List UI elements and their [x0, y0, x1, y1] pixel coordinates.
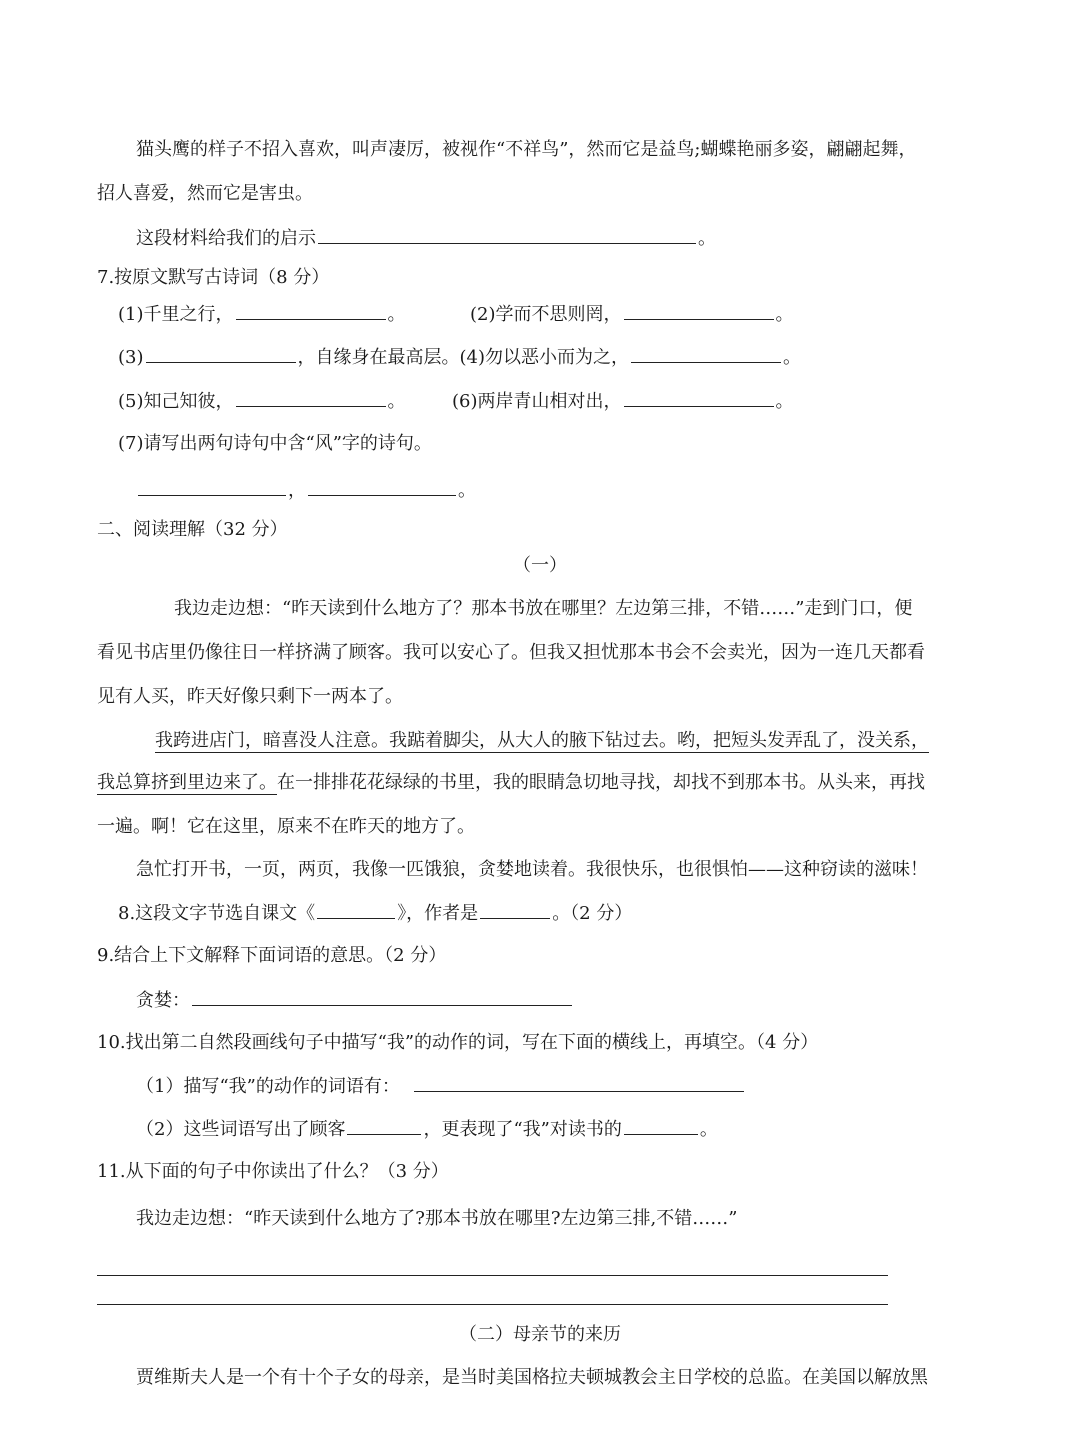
- passage-line: 猫头鹰的样子不招入喜欢，叫声凄厉，被视作“不祥鸟”，然而它是益鸟;蝴蝶艳丽多姿，翩翩起舞，: [136, 139, 917, 160]
- question-10-item-2: [136, 1116, 718, 1143]
- question-9-answer: [136, 987, 574, 1014]
- passage-line: 我边走边想：“昨天读到什么地方了？那本书放在哪里？左边第三排，不错……”走到门口，便: [174, 598, 913, 619]
- passage-line: 招人喜爱，然而它是害虫。: [97, 183, 313, 204]
- answer-blank[interactable]: [631, 344, 781, 363]
- part-heading: （二）母亲节的来历: [459, 1324, 621, 1345]
- answer-blank[interactable]: [236, 301, 386, 320]
- section-title: 二、阅读理解（32 分）: [97, 519, 288, 540]
- poem-prompt: (5)知己知彼，: [118, 391, 234, 412]
- answer-blank[interactable]: [192, 987, 572, 1006]
- answer-blank[interactable]: [308, 477, 456, 496]
- question-7-item-3-4: [118, 344, 801, 371]
- question-10-item-1: [136, 1073, 746, 1100]
- passage-line: 一遍。啊！它在这里，原来不在昨天的地方了。: [97, 816, 475, 837]
- question-8: [118, 900, 632, 927]
- punctuation: 。: [698, 228, 716, 249]
- punctuation: 。: [699, 1119, 718, 1140]
- part-heading: （一）: [513, 555, 567, 576]
- question-10-title: 10.找出第二自然段画线句子中描写“我”的动作的词，写在下面的横线上，再填空。（4 分）: [97, 1032, 819, 1053]
- punctuation: 。: [775, 304, 794, 325]
- punctuation: 。: [775, 391, 794, 412]
- question-text: 。（2 分）: [552, 903, 633, 924]
- punctuation: 。: [783, 347, 801, 368]
- poem-prompt: (4)勿以恶小而为之，: [459, 347, 629, 368]
- passage-text: 在一排排花花绿绿的书里，我的眼睛急切地寻找，却找不到那本书。从头来，再找: [277, 772, 925, 793]
- underlined-sentence: 我跨进店门，暗喜没人注意。我踮着脚尖，从大人的腋下钻过去。哟，把短头发弄乱了，没关系，: [155, 730, 929, 751]
- punctuation: ，: [288, 480, 306, 501]
- answer-blank[interactable]: [347, 1116, 421, 1135]
- question-7-item-5: [118, 388, 406, 415]
- answer-blank[interactable]: [138, 477, 286, 496]
- answer-blank[interactable]: [624, 301, 774, 320]
- question-text: 》，作者是: [397, 903, 479, 924]
- punctuation: 。: [387, 391, 406, 412]
- poem-prompt: (2)学而不思则罔，: [470, 304, 622, 325]
- passage-line: 贾维斯夫人是一个有十个子女的母亲，是当时美国格拉夫顿城教会主日学校的总监。在美国以解放黑: [136, 1367, 928, 1388]
- poem-prompt: ，自缘身在最高层。: [297, 347, 460, 368]
- question-9-title: 9.结合上下文解释下面词语的意思。（2 分）: [97, 945, 447, 966]
- underlined-sentence: 我总算挤到里边来了。: [97, 772, 277, 793]
- passage-line: [97, 770, 925, 796]
- answer-blank[interactable]: [624, 388, 774, 407]
- question-text: 贪婪：: [136, 990, 190, 1011]
- poem-prompt: (3): [118, 347, 144, 368]
- passage-line-underlined: [155, 728, 929, 754]
- passage-line: 急忙打开书，一页，两页，我像一匹饿狼，贪婪地读着。我很快乐，也很惧怕——这种窃读的滋味！: [136, 859, 928, 880]
- punctuation: 。: [387, 304, 406, 325]
- question-7-title: 7.按原文默写古诗词（8 分）: [97, 267, 330, 288]
- question-7-item-7: (7)请写出两句诗句中含“风”字的诗句。: [118, 433, 432, 454]
- passage-line: 看见书店里仍像往日一样挤满了顾客。我可以安心了。但我又担忧那本书会不会卖光，因为一连几天都看: [97, 642, 925, 663]
- question-text: 这段材料给我们的启示: [136, 228, 316, 249]
- question-enlightenment: [136, 225, 716, 252]
- question-7-item-1: [118, 301, 406, 328]
- answer-line[interactable]: [97, 1275, 888, 1276]
- poem-prompt: (1)千里之行，: [118, 304, 234, 325]
- answer-blank[interactable]: [624, 1116, 698, 1135]
- answer-blank[interactable]: [414, 1073, 744, 1092]
- question-text: ，更表现了“我”对读书的: [423, 1119, 622, 1140]
- answer-blank[interactable]: [318, 225, 696, 244]
- poem-prompt: (6)两岸青山相对出，: [452, 391, 622, 412]
- passage-line: 见有人买，昨天好像只剩下一两本了。: [97, 686, 403, 707]
- punctuation: 。: [458, 480, 476, 501]
- answer-blank[interactable]: [236, 388, 386, 407]
- question-text: （2）这些词语写出了顾客: [136, 1119, 346, 1140]
- question-text: （1）描写“我”的动作的词语有：: [136, 1076, 400, 1097]
- question-text: 8.这段文字节选自课文《: [118, 903, 316, 924]
- question-7-item-2: [470, 301, 794, 328]
- question-11-title: 11.从下面的句子中你读出了什么？（3 分）: [97, 1161, 449, 1182]
- answer-line[interactable]: [97, 1304, 888, 1305]
- question-7-item-6: [452, 388, 794, 415]
- answer-blank[interactable]: [146, 344, 296, 363]
- answer-blank[interactable]: [480, 900, 550, 919]
- answer-blank[interactable]: [317, 900, 395, 919]
- question-11-quote: 我边走边想：“昨天读到什么地方了?那本书放在哪里?左边第三排,不错……”: [136, 1208, 738, 1229]
- question-7-item-7-answers: [136, 477, 476, 504]
